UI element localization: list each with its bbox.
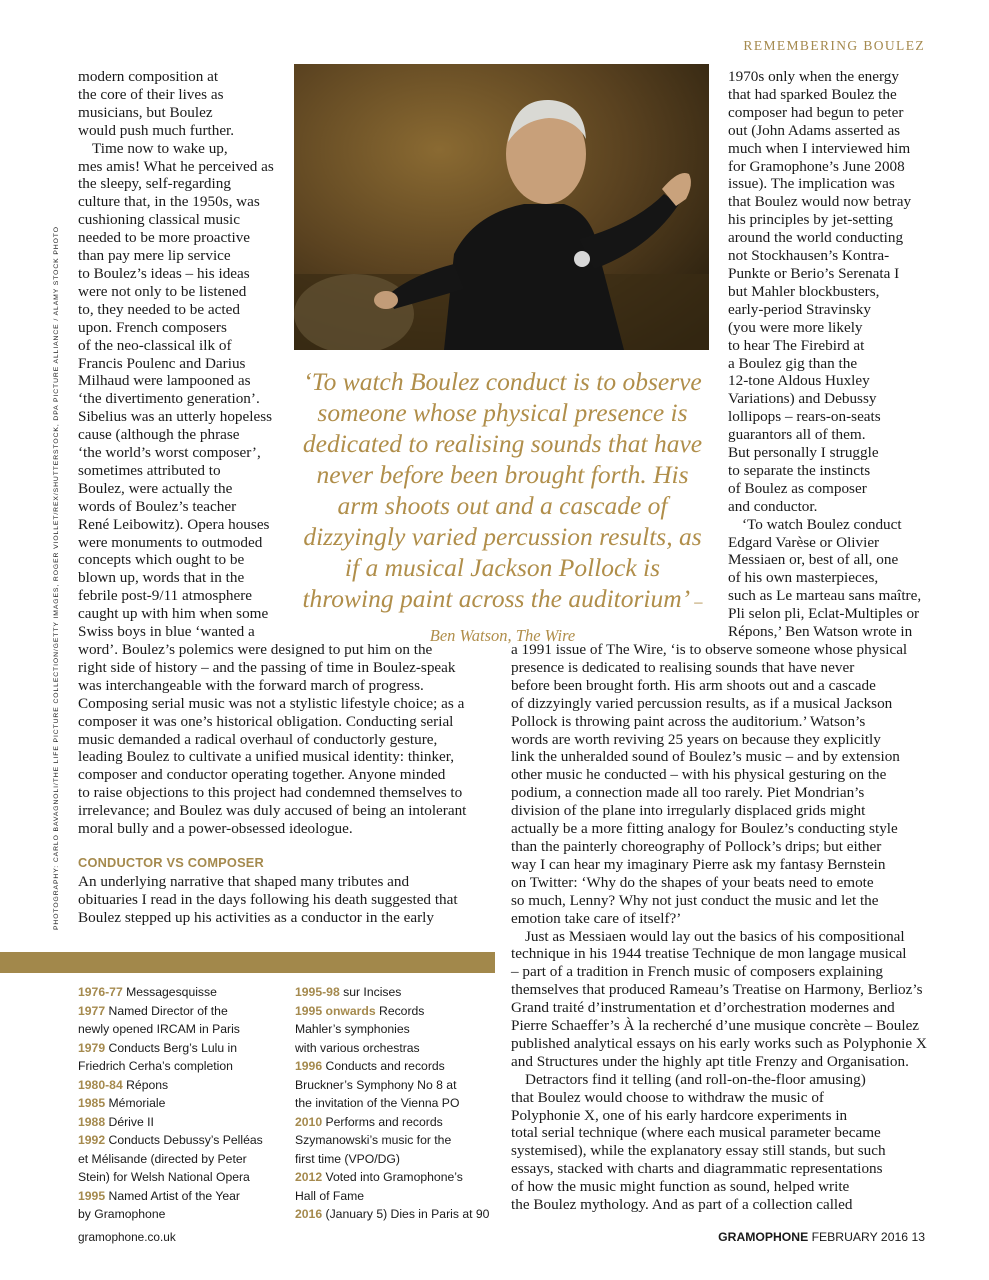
text-line: much when I interviewed him [728, 139, 911, 157]
text-line: words are worth reviving 25 years on because they explicitly [511, 730, 881, 748]
text-line: not Stockhausen’s Kontra- [728, 247, 890, 265]
pull-quote [300, 366, 705, 651]
text-line: mes amis! What he perceived as [78, 157, 274, 175]
text-line: sometimes attributed to [78, 461, 221, 479]
text-line: Répons,’ Ben Watson wrote in [728, 623, 913, 641]
text-line: to raise objections to this project had condemned themselves to [78, 784, 463, 802]
text-line: his principles by jet-setting [728, 211, 893, 229]
text-line: Detractors find it telling (and roll-on-the-floor amusing) [525, 1070, 866, 1088]
text-line: ‘the divertimento generation’. [78, 390, 260, 408]
text-line: such as Le marteau sans maître, [728, 587, 922, 605]
text-line: lollipops – rears-on-seats [728, 408, 881, 426]
timeline-entry: 1988 Dérive II [78, 1114, 154, 1129]
timeline-entry: 1995-98 sur Incises [295, 985, 402, 999]
text-line: and conductor. [728, 497, 818, 515]
text-line: than the painterly choreography of Pollock’s drips; but either [511, 837, 882, 855]
text-line: but Mahler blockbusters, [728, 282, 880, 300]
text-line: culture that, in the 1950s, was [78, 193, 260, 211]
text-line: ‘To watch Boulez conduct [742, 515, 902, 533]
text-line: moral bully and a power-obsessed ideologue. [78, 820, 353, 838]
text-line: that had sparked Boulez the [728, 85, 897, 103]
text-line: Grand traité d’instrumentation et d’orchestration modernes and [511, 999, 895, 1017]
text-line: Swiss boys in blue ‘wanted a [78, 623, 255, 641]
text-line: Pli selon pli, Eclat-Multiples or [728, 605, 920, 623]
timeline-bar [0, 952, 495, 973]
text-line: Messiaen or, best of all, one [728, 551, 899, 569]
text-line: words of Boulez’s teacher [78, 497, 237, 515]
timeline-entry: 1976-77 Messagesquisse [78, 985, 217, 999]
timeline-entry: with various orchestras [295, 1040, 420, 1055]
text-line: cause (although the phrase [78, 426, 240, 444]
text-line: so much, Lenny? Why not just conduct the music and let the [511, 891, 879, 909]
text-line: composer had begun to peter [728, 103, 904, 121]
text-line: a Boulez gig than the [728, 354, 858, 372]
text-line: modern composition at [78, 68, 219, 85]
text-line: Time now to wake up, [92, 139, 228, 157]
text-line: Francis Poulenc and Darius [78, 354, 246, 372]
text-line: 12-tone Aldous Huxley [728, 372, 870, 390]
text-line: Just as Messiaen would lay out the basics of his compositional [525, 927, 905, 945]
text-line: were monuments to outmoded [78, 533, 263, 551]
text-line: Variations) and Debussy [728, 390, 877, 408]
timeline-entry: 2012 Voted into Gramophone’s [295, 1170, 463, 1184]
column-right [728, 68, 928, 641]
text-line: essays, stacked with charts and diagrammatic representations [511, 1160, 883, 1178]
footer-magazine: GRAMOPHONE [718, 1230, 809, 1244]
section-heading: CONDUCTOR VS COMPOSER [78, 855, 264, 870]
timeline-entry: 1979 Conducts Berg’s Lulu in [78, 1040, 238, 1055]
text-line: of the neo-classical ilk of [78, 336, 232, 354]
timeline-entry: 2010 Performs and records [295, 1114, 443, 1129]
text-line: to Boulez’s ideas – his ideas [78, 264, 250, 282]
timeline-entry: 1980-84 Répons [78, 1077, 169, 1092]
text-line: published analytical essays on his early works such as Polyphonie X [511, 1034, 927, 1052]
text-line: way I can hear my imaginary Pierre ask my fantasy Bernstein [511, 855, 886, 873]
text-line: Boulez stepped up his activities as a conductor in the early [78, 908, 434, 926]
timeline-entry: 1995 Named Artist of the Year [78, 1188, 240, 1203]
text-line: Milhaud were lampooned as [78, 372, 251, 390]
timeline-entry: et Mélisande (directed by Peter [78, 1151, 247, 1166]
text-line: of Boulez as composer [728, 479, 867, 497]
text-line: Punkte or Berio’s Serenata I [728, 264, 900, 282]
text-line: out (John Adams asserted as [728, 121, 901, 139]
text-line: music demanded a radical overhaul of conductorly gesture, [78, 730, 438, 748]
text-line: the core of their lives as [78, 85, 224, 103]
footer-folio [718, 1230, 925, 1244]
text-line: Boulez, were actually the [78, 479, 233, 497]
text-line: Pollock is throwing paint across the auditorium.’ Watson’s [511, 712, 866, 730]
text-line: issue). The implication was [728, 175, 895, 193]
text-line: of dizzyingly varied percussion results, as if a musical Jackson [511, 694, 893, 712]
text-line: than pay mere lip service [78, 247, 231, 265]
text-line: Sibelius was an utterly hopeless [78, 408, 273, 426]
photo-credit-text: PHOTOGRAPHY: CARLO BAVAGNOLI/THE LIFE PICTURE COLLECTION/GETTY IMAGES, ROGER VIOLLET/REX/SHUTTERSTOCK, DPA PICTURE ALLIANCE / ALAMY STOCK PHOTO [53, 226, 60, 930]
text-line: other music he conducted – with his physical gesturing on the [511, 766, 887, 784]
text-line: that Boulez would choose to withdraw the music of [511, 1088, 824, 1106]
timeline-entry: Mahler’s symphonies [295, 1022, 410, 1036]
column-left-wide [78, 641, 493, 838]
text-line: Polyphonie X, one of his early hardcore experiments in [511, 1106, 848, 1124]
text-line: composer it was one’s historical obligation. Conducting serial [78, 712, 454, 730]
timeline-left [78, 983, 288, 1224]
text-line: to separate the instincts [728, 461, 871, 479]
text-line: Edgard Varèse or Olivier [728, 533, 880, 551]
text-line: actually be a more fitting analogy for Boulez’s conducting style [511, 820, 898, 838]
text-line: division of the plane into irregularly displaced grids might [511, 802, 866, 820]
text-line: early-period Stravinsky [728, 300, 871, 318]
text-line: musicians, but Boulez [78, 103, 213, 121]
text-line: right side of history – and the passing of time in Boulez-speak [78, 658, 456, 676]
timeline-entry: Szymanowski’s music for the [295, 1133, 452, 1147]
text-line: needed to be more proactive [78, 229, 251, 247]
pull-quote-text: ‘To watch Boulez conduct is to observe someone whose physical presence is dedicated to realising sounds that have never before been brought forth. His arm shoots out and a cascade of dizzyingly varied percussion results, as if a musical Jackson Pollock is throwing paint across the auditorium’ [302, 367, 703, 613]
timeline-right [295, 983, 500, 1224]
timeline-entry: 1977 Named Director of the [78, 1003, 228, 1018]
text-line: irrelevance; and Boulez was duly accused of being an intolerant [78, 802, 467, 820]
timeline-entry: 1995 onwards Records [295, 1003, 425, 1018]
timeline-entry: 1985 Mémoriale [78, 1096, 166, 1110]
text-line: a 1991 issue of The Wire, ‘is to observe someone whose physical [511, 641, 908, 658]
text-line: An underlying narrative that shaped many tributes and [78, 873, 410, 890]
text-line: around the world conducting [728, 229, 904, 247]
text-line: total serial technique (where each musical parameter became [511, 1124, 881, 1142]
photo-credit [53, 226, 65, 930]
text-line: René Leibowitz). Opera houses [78, 515, 270, 533]
column-left [78, 68, 293, 641]
page-number: 13 [911, 1230, 925, 1244]
timeline-entry: 2016 (January 5) Dies in Paris at 90 [295, 1207, 490, 1221]
footer-issue: FEBRUARY 2016 [811, 1230, 909, 1244]
footer-website: gramophone.co.uk [78, 1230, 176, 1244]
text-line: – part of a tradition in French music of composers explaining [511, 963, 884, 981]
column-right-wide [511, 641, 931, 1214]
text-line: febrile post-9/11 atmosphere [78, 587, 253, 605]
timeline-entry: 1996 Conducts and records [295, 1059, 445, 1073]
text-line: that Boulez would now betray [728, 193, 912, 211]
text-line: the Boulez mythology. And as part of a collection called [511, 1196, 853, 1214]
text-line: on Twitter: ‘Why do the shapes of your beats need to emote [511, 873, 874, 891]
text-line: obituaries I read in the days following his death suggested that [78, 890, 458, 908]
timeline-entry: by Gramophone [78, 1207, 166, 1221]
text-line: was interchangeable with the forward march of progress. [78, 676, 424, 694]
text-line: before been brought forth. His arm shoots out and a cascade [511, 676, 876, 694]
text-line: ‘the world’s worst composer’, [78, 444, 261, 462]
text-line: emotion take care of itself?’ [511, 909, 682, 927]
text-line: were not only to be listened [78, 282, 247, 300]
boulez-conducting-photo [294, 64, 709, 350]
text-line: to hear The Firebird at [728, 336, 865, 354]
photo-illustration [294, 64, 709, 350]
text-line: to, they needed to be acted [78, 300, 240, 318]
text-line: (you were more likely [728, 318, 863, 336]
timeline-entry: Bruckner’s Symphony No 8 at [295, 1077, 457, 1092]
timeline-entry: 1992 Conducts Debussy’s Pelléas [78, 1133, 263, 1147]
text-line: and Structures under the highly apt title Frenzy and Organisation. [511, 1052, 909, 1070]
text-line: systemised), while the explanatory essay still stands, but such [511, 1142, 886, 1160]
text-line: of his own masterpieces, [728, 569, 879, 587]
text-line: caught up with him when some [78, 605, 269, 623]
text-line: cushioning classical music [78, 211, 240, 229]
text-line: link the unheralded sound of Boulez’s music – and by extension [511, 748, 900, 766]
text-line: themselves that produced Rameau’s Treatise on Harmony, Berlioz’s [511, 981, 923, 999]
timeline-entry: the invitation of the Vienna PO [295, 1096, 460, 1110]
text-line: composer and conductor operating together. Anyone minded [78, 766, 446, 784]
text-line: blown up, words that in the [78, 569, 245, 587]
text-line: concepts which ought to be [78, 551, 245, 569]
text-line: guarantors all of them. [728, 426, 866, 444]
text-line: Pierre Schaeffer’s À la recherché d’une musique concrète – Boulez [511, 1017, 920, 1035]
text-line: upon. French composers [78, 318, 227, 336]
text-line: presence is dedicated to realising sounds that have never [511, 658, 855, 676]
text-line: podium, a connection made all too rarely. Piet Mondrian’s [511, 784, 865, 802]
timeline-entry: newly opened IRCAM in Paris [78, 1022, 240, 1036]
pull-quote-attribution: – Ben Watson, The Wire [429, 592, 703, 645]
section-body [78, 873, 493, 927]
text-line: leading Boulez to cultivate a unified musical identity: thinker, [78, 748, 455, 766]
text-line: would push much further. [78, 121, 235, 139]
text-line: of how the music might function as sound, helped write [511, 1178, 850, 1196]
timeline-entry: Stein) for Welsh National Opera [78, 1170, 250, 1184]
text-line: But personally I struggle [728, 444, 879, 462]
text-line: Composing serial music was not a stylistic lifestyle choice; as a [78, 694, 465, 712]
text-line: word’. Boulez’s polemics were designed to put him on the [78, 641, 433, 658]
text-line: technique in his 1944 treatise Technique de mon langage musical [511, 945, 907, 963]
text-line: the sleepy, self-regarding [78, 175, 231, 193]
running-head: REMEMBERING BOULEZ [743, 38, 925, 53]
timeline-entry: Friedrich Cerha’s completion [78, 1059, 233, 1073]
timeline-entry: first time (VPO/DG) [295, 1151, 400, 1166]
text-line: 1970s only when the energy [728, 68, 899, 85]
text-line: for Gramophone’s June 2008 [728, 157, 905, 175]
timeline-entry: Hall of Fame [295, 1188, 365, 1203]
